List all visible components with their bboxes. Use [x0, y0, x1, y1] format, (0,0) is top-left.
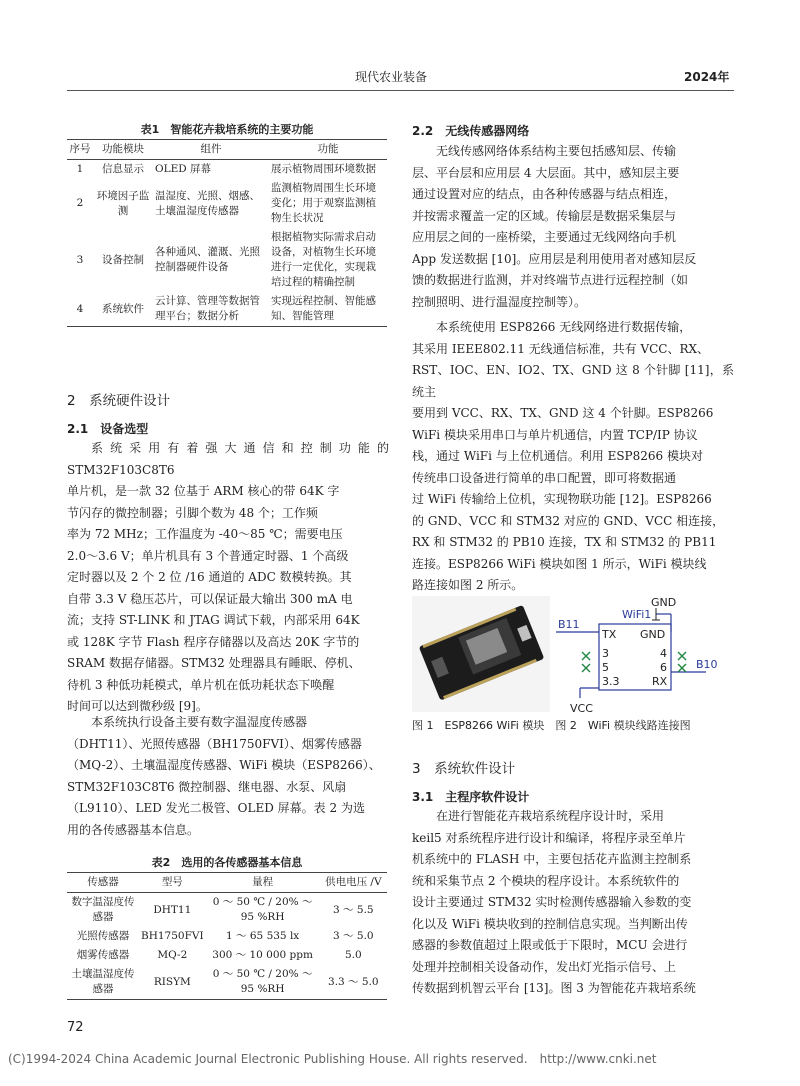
- paragraph-equipment: 本系统执行设备主要有数字温湿度传感器 （DHT11）、光照传感器（BH1750FVI）、烟雾传感器 （MQ-2）、土壤温湿度传感器、WiFi 模块（ESP8266）、 STM32F103C8T6 微控制器、继电器、水泵、风扇 （L9110）、LED 发光二极管、OLED 屏幕。表 2 为选 用的各传感器基本信息。: [67, 715, 381, 837]
- column-header: 供电电压 /V: [320, 873, 387, 893]
- esp8266-module-photo: [412, 596, 550, 712]
- figure-caption: 图 1 ESP8266 WiFi 模块 图 2 WiFi 模块线路连接图: [412, 719, 691, 732]
- section-3-heading: 3 系统软件设计: [412, 761, 516, 777]
- table-cell: 3: [76, 253, 84, 266]
- pin-6: 6: [660, 661, 667, 674]
- table-cell: 3.3 ～ 5.0: [328, 975, 379, 988]
- paragraph-main-program: 在进行智能花卉栽培系统程序设计时，采用 keil5 对系统程序进行设计和编译，将程序录至单片 机系统中的 FLASH 中，主要包括花卉监测主控制系 统和采集节点 2 个模块的程序设计。本系统软件的 设计主要通过 STM32 实时检测传感器输入参数的变 化以及 WiFi 模块收到的控制信息实现。当判断出传 感器的参数值超过上限或低于下限时，MCU 会进行 处理并控制相关设备动作，发出灯光指示信号、上 传数据到机智云平台 [13]。图 3 为智能花卉栽培系统: [412, 809, 696, 995]
- table-row: [67, 179, 387, 228]
- table-cell: 4: [76, 302, 84, 315]
- table-row: [67, 228, 387, 292]
- gnd-label: GND: [651, 596, 677, 609]
- pin-3: 3: [602, 647, 609, 660]
- pin-rx: RX: [652, 675, 668, 688]
- table1-caption: 表1 智能花卉栽培系统的主要功能: [140, 123, 314, 136]
- table-cell: 光照传感器: [76, 930, 130, 942]
- table-cell: 系统软件: [102, 302, 144, 315]
- table-header-row: [67, 140, 387, 160]
- table-cell: 设备控制: [102, 253, 144, 266]
- table2-caption: 表2 选用的各传感器基本信息: [151, 856, 303, 869]
- table-cell: 2: [76, 197, 84, 209]
- table-cell: 300 ～ 10 000 ppm: [212, 949, 313, 961]
- b10-label: B10: [696, 658, 718, 671]
- table-cell: OLED 屏幕: [155, 163, 212, 175]
- section-3-1-heading: 3.1 主程序软件设计: [412, 790, 530, 804]
- table-cell: 烟雾传感器: [76, 949, 130, 961]
- paragraph-wsn: 无线传感网络体系结构主要包括感知层、传输 层、平台层和应用层 4 大层面。其中，感知层主要 通过设置对应的结点，由各种传感器与结点相连， 并按需求覆盖一定的区域。传输层是数据采集层与 应用层之间的一座桥梁，主要通过无线网络向手机 App 发送数据 [10]。应用层是利用使用者对感知层反 馈的数据进行监测，并对终端节点进行远程控制（如 控制照明、进行温湿度控制等）。: [412, 144, 697, 309]
- table-cell: 数字温湿度传感器: [71, 896, 135, 923]
- table-cell: 信息显示: [102, 163, 144, 175]
- section-2-1-heading: 2.1 设备选型: [67, 422, 149, 436]
- section-2-2-heading: 2.2 无线传感器网络: [412, 124, 530, 138]
- table-cell: 0 ～ 50 ℃ / 20% ～ 95 %RH: [212, 968, 313, 995]
- table-cell: 各种通风、灌溉、光照控制器硬件设备: [155, 246, 260, 273]
- table-cell: 3 ～ 5.0: [333, 930, 374, 942]
- pin-gnd: GND: [640, 628, 666, 641]
- table-row: [67, 292, 387, 327]
- table-cell: BH1750FVI: [141, 930, 204, 942]
- table-cell: 5.0: [344, 949, 362, 961]
- table-row: [67, 160, 387, 180]
- table-row: [67, 927, 387, 946]
- column-header: 组件: [153, 140, 269, 160]
- table-cell: 实现远程控制、智能感知、智能管理: [271, 295, 376, 322]
- pin-5: 5: [602, 661, 609, 674]
- table-cell: 0 ～ 50 ℃ / 20% ～ 95 %RH: [212, 896, 313, 923]
- b11-label: B11: [558, 618, 580, 631]
- table-cell: 环境因子监测: [96, 189, 150, 217]
- table-cell: 云计算、管理等数据管理平台；数据分析: [155, 295, 260, 322]
- column-header: 序号: [67, 140, 93, 160]
- wifi-schematic: [556, 594, 736, 724]
- table-cell: 温湿度、光照、烟感、土壤温湿度传感器: [155, 189, 260, 217]
- table-cell: 展示植物周围环境数据: [271, 163, 376, 175]
- pin-33: 3.3: [602, 675, 620, 688]
- vcc-label: VCC: [570, 702, 593, 715]
- table-row: [67, 946, 387, 965]
- table-cell: MQ-2: [157, 949, 188, 961]
- column-header: 量程: [206, 873, 320, 893]
- column-header: 功能模块: [93, 140, 153, 160]
- paragraph-esp8266: 本系统使用 ESP8266 无线网络进行数据传输， 其采用 IEEE802.11 无线通信标准，共有 VCC、RX、 RST、IOC、EN、IO2、TX、GND 这 8 个针脚 [11]，系统主 要用到 VCC、RX、TX、GND 这 4 个针脚。ESP8266 WiFi 模块采用串口与单片机通信，内置 TCP/IP 协议 栈，通过 WiFi 与上位机通信。利用 ESP8266 模块对 传统串口设备进行简单的串口配置，即可将数据通 过 WiFi 传输给上位机，实现物联功能 [12]。ESP8266 的 GND、VCC 和 STM32 对应的 GND、VCC 相连接， RX 和 STM32 的 PB10 连接，TX 和 STM32 的 PB11 连接。ESP8266 WiFi 模块如图 1 所示，WiFi 模块线 路连接如图 2 所示。: [412, 320, 734, 592]
- paragraph-device-selection: 系统采用有着强大通信和控制功能的 STM32F103C8T6 单片机，是一款 32 位基于 ARM 核心的带 64K 字 节闪存的微控制器；引脚个数为 48 个；工作频 率为 72 MHz；工作温度为 -40～85 ℃；需要电压 2.0～3.6 V；单片机具有 3 个普通定时器、1 个高级 定时器以及 2 个 2 位 /16 通道的 ADC 数模转换。其 自带 3.3 V 稳压芯片，可以保证最大输出 300 mA 电 流；支持 ST-LINK 和 JTAG 调试下载，内部采用 64K 或 128K 字节 Flash 程序存储器以及高达 20K 字节的 SRAM 数据存储器。STM32 处理器具有睡眠、停机、 待机 3 种低功耗模式，单片机在低功耗状态下唤醒 时间可以达到微秒级 [9]。: [67, 441, 389, 713]
- table-cell: RISYM: [153, 975, 191, 988]
- pin-4: 4: [660, 647, 667, 660]
- header-rule: [67, 90, 734, 91]
- table1: [67, 139, 387, 327]
- module-label: WiFi1: [622, 608, 652, 621]
- section-2-heading: 2 系统硬件设计: [67, 393, 171, 409]
- table-row: [67, 965, 387, 1000]
- table-cell: 根据植物实际需求启动设备，对植物生长环境进行一定优化，实现栽培过程的精确控制: [271, 231, 376, 288]
- copyright-footer: (C)1994-2024 China Academic Journal Electronic Publishing House. All rights reserved. http://www.cnki.net: [8, 1052, 657, 1066]
- table-cell: 土壤温湿度传感器: [71, 968, 135, 995]
- table-cell: 1 ～ 65 535 lx: [226, 930, 300, 942]
- table-cell: 监测植物周围生长环境变化；用于观察监测植物生长状况: [271, 182, 376, 224]
- page-number: 72: [67, 1020, 84, 1035]
- table-row: [67, 893, 387, 928]
- column-header: 功能: [269, 140, 387, 160]
- table-cell: 3 ～ 5.5: [333, 903, 374, 916]
- journal-title: 现代农业装备: [355, 70, 428, 84]
- pin-tx: TX: [602, 628, 617, 641]
- table-header-row: [67, 873, 387, 893]
- column-header: 型号: [139, 873, 206, 893]
- table2: [67, 872, 387, 1000]
- table-cell: 1: [76, 163, 84, 175]
- table-cell: DHT11: [153, 903, 192, 916]
- journal-year: 2024年: [684, 70, 730, 84]
- column-header: 传感器: [67, 873, 139, 893]
